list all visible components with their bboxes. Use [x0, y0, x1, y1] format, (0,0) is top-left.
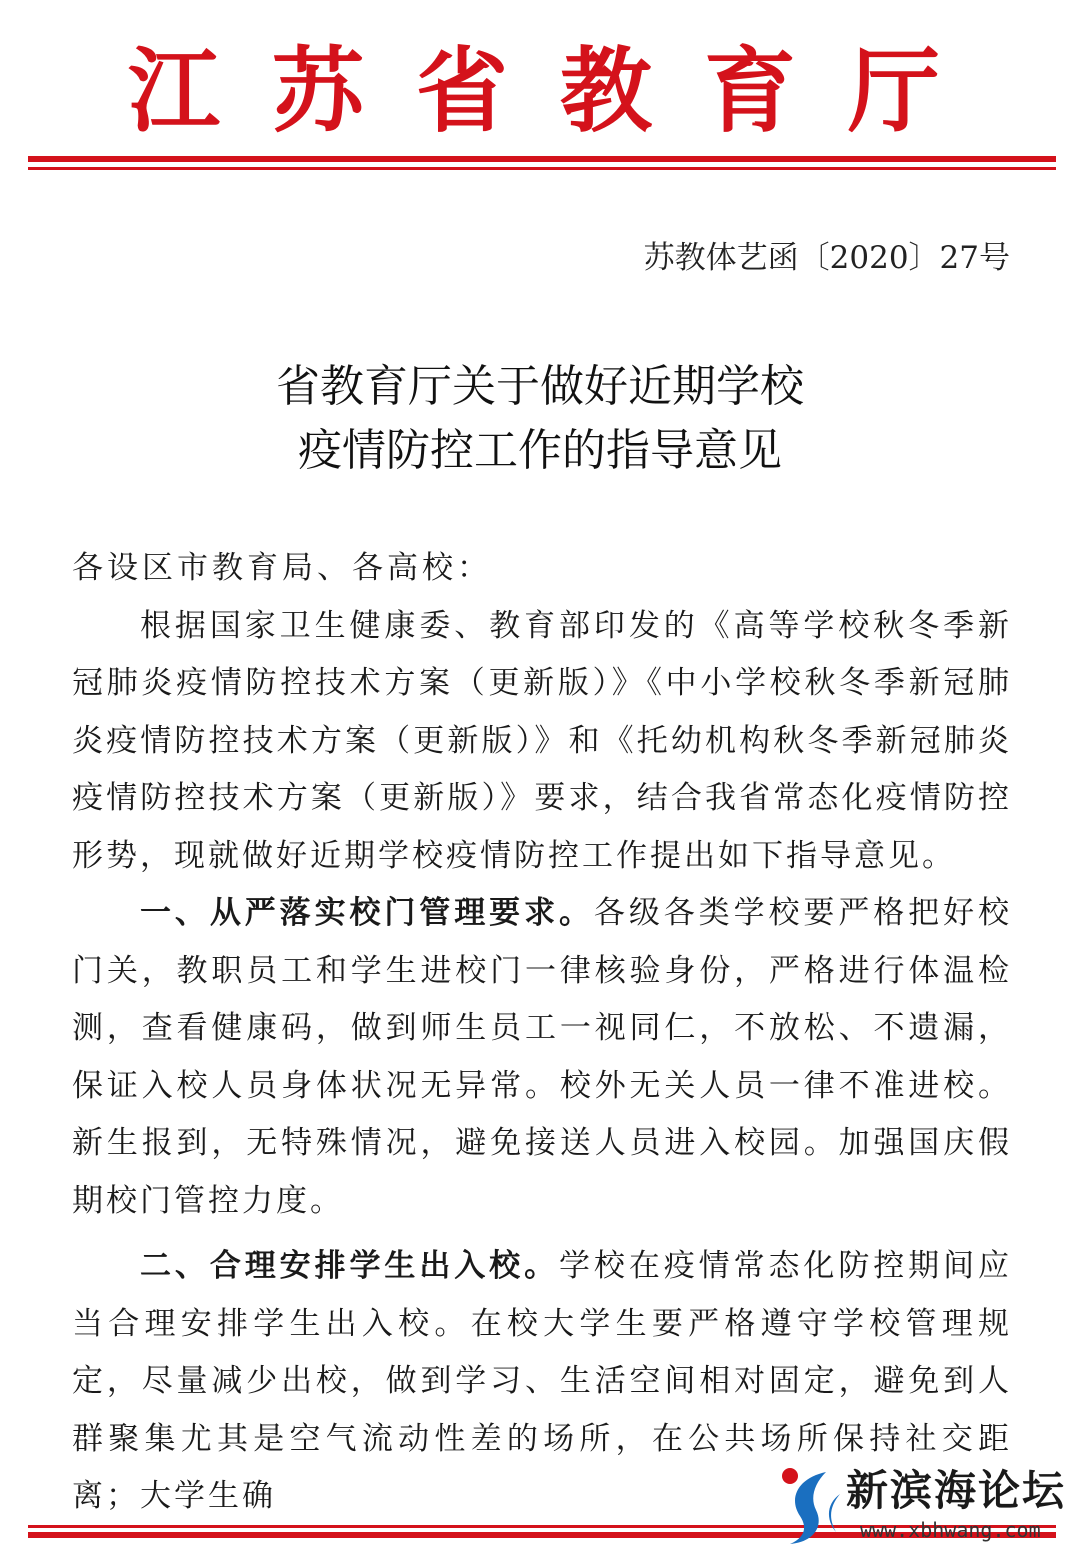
- letterhead-title: 江苏省教育厅: [127, 38, 992, 145]
- section-2-lead: 二、合理安排学生出入校。: [140, 1248, 559, 1284]
- watermark-url: www.xbhwang.com: [860, 1518, 1041, 1542]
- section-1-paragraph: [72, 885, 1012, 1230]
- document-title-line-2: 疫情防控工作的指导意见: [298, 425, 782, 476]
- xbh-logo-icon: [770, 1464, 848, 1548]
- section-gap: [72, 1230, 1012, 1238]
- letterhead-rule-thick: [28, 156, 1056, 162]
- section-1-lead: 一、从严落实校门管理要求。: [140, 895, 594, 931]
- watermark-name: 新滨海论坛: [846, 1466, 1067, 1515]
- section-2-text: 学校在疫情常态化防控期间应当合理安排学生出入校。在校大学生要严格遵守学校管理规定，尽量减少出校，做到学习、生活空间相对固定，避免到人群聚集尤其是空气流动性差的场所，在公共场所保持社交距离；大学生确: [72, 1248, 1012, 1514]
- salutation: 各设区市教育局、各高校：: [72, 550, 492, 586]
- document-title: [0, 355, 1080, 483]
- document-title-line-1: 省教育厅关于做好近期学校: [276, 361, 804, 412]
- document-body: [72, 540, 1012, 1526]
- section-1-text: 各级各类学校要严格把好校门关，教职员工和学生进校门一律核验身份，严格进行体温检测，查看健康码，做到师生员工一视同仁，不放松、不遗漏，保证入校人员身体状况无异常。校外无关人员一律不准进校。新生报到，无特殊情况，避免接送人员进入校园。加强国庆假期校门管控力度。: [72, 895, 1013, 1219]
- letterhead-rule-thin: [28, 167, 1056, 170]
- watermark: [770, 1462, 1070, 1554]
- intro-paragraph: 根据国家卫生健康委、教育部印发的《高等学校秋冬季新冠肺炎疫情防控技术方案（更新版）》《中小学校秋冬季新冠肺炎疫情防控技术方案（更新版）》和《托幼机构秋冬季新冠肺炎疫情防控技术方案（更新版）》要求，结合我省常态化疫情防控形势，现就做好近期学校疫情防控工作提出如下指导意见。: [72, 607, 1012, 874]
- document-number: 苏教体艺函〔2020〕27号: [643, 240, 1010, 276]
